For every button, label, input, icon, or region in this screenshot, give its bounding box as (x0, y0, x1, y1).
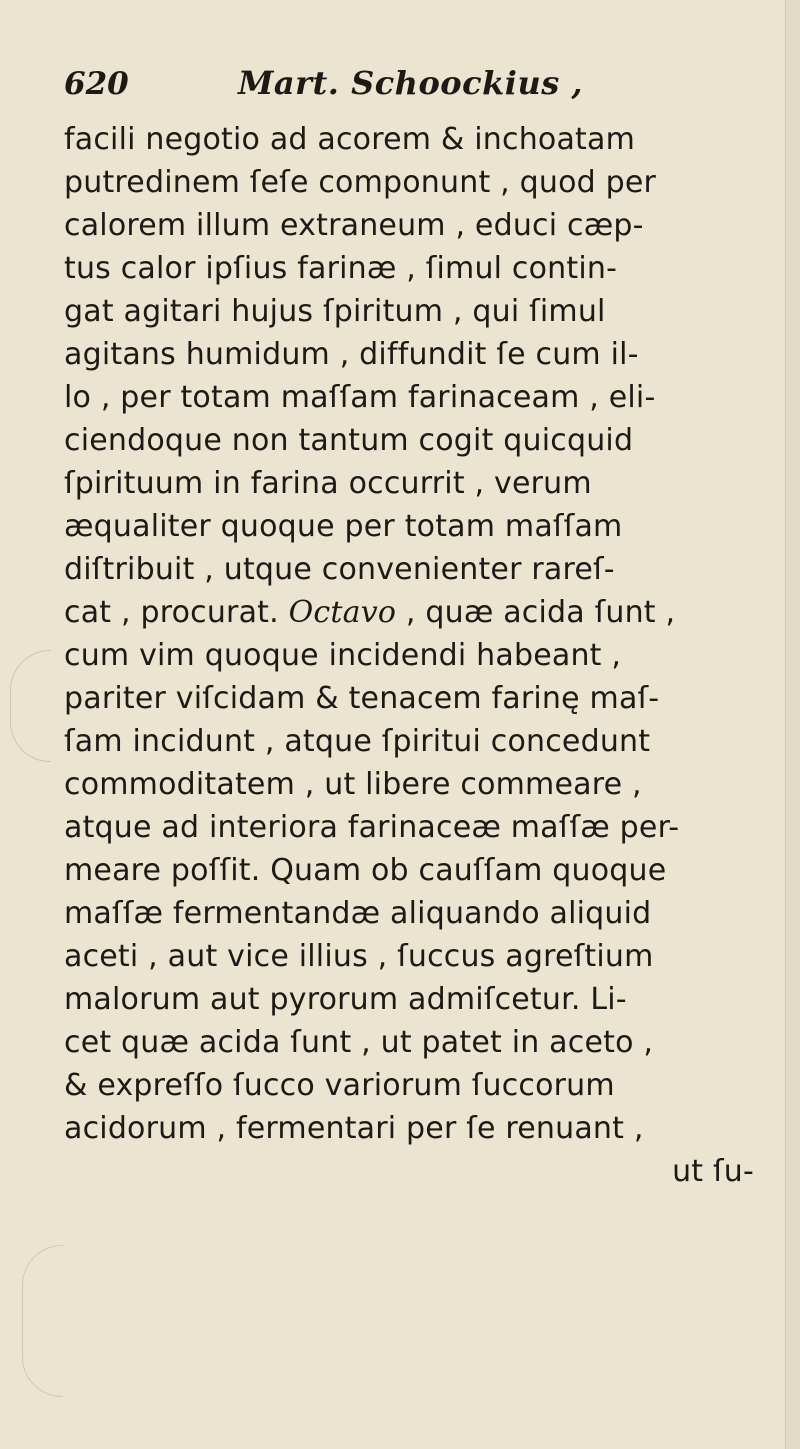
text-line: ſpirituum in farina occurrit , verum (64, 466, 592, 501)
text-line: cum vim quoque incidendi habeant , (64, 638, 622, 673)
page-number: 620 (64, 66, 129, 102)
text-line: lo , per totam maſſam farinaceam , eli- (64, 380, 656, 415)
body-text (64, 118, 784, 1193)
text-line: commoditatem , ut libere commeare , (64, 767, 642, 802)
running-head: Mart. Schoockius , (238, 64, 583, 102)
text-line: facili negotio ad acorem & inchoatam (64, 122, 636, 157)
page-gutter (785, 0, 800, 1449)
show-through-mark (22, 1245, 63, 1397)
text-line: aceti , aut vice illius , ſuccus agreſtium (64, 939, 654, 974)
text-line: gat agitari hujus ſpiritum , qui ſimul (64, 294, 606, 329)
text-line: cet quæ acida ſunt , ut patet in aceto , (64, 1025, 654, 1060)
italic-term: Octavo (288, 595, 397, 630)
text-line: ciendoque non tantum cogit quicquid (64, 423, 634, 458)
text-line: putredinem ſeſe componunt , quod per (64, 165, 657, 200)
text-line: & expreſſo ſucco variorum ſuccorum (64, 1068, 615, 1103)
text-segment: , quæ acida ſunt , (396, 595, 676, 630)
text-line: maſſæ fermentandæ aliquando aliquid (64, 896, 652, 931)
text-line: diſtribuit , utque convenienter rareſ- (64, 552, 615, 587)
text-line: meare poſſit. Quam ob cauſſam quoque (64, 853, 667, 888)
show-through-mark (10, 650, 51, 762)
text-line: atque ad interiora farinaceæ maſſæ per- (64, 810, 680, 845)
text-line: calorem illum extraneum , educi cæp- (64, 208, 644, 243)
text-line: æqualiter quoque per totam maſſam (64, 509, 623, 544)
text-line: tus calor ipſius farinæ , ſimul contin- (64, 251, 618, 286)
catchword: ut ſu- (672, 1154, 754, 1189)
text-line: malorum aut pyrorum admiſcetur. Li- (64, 982, 627, 1017)
page-header (64, 66, 704, 116)
text-line: pariter viſcidam & tenacem farinę maſ- (64, 681, 660, 716)
text-line (64, 591, 784, 634)
text-segment: cat , procurat. (64, 595, 289, 630)
text-line: agitans humidum , diffundit ſe cum il- (64, 337, 639, 372)
text-line: acidorum , fermentari per ſe renuant , (64, 1111, 644, 1146)
text-line: ſam incidunt , atque ſpiritui concedunt (64, 724, 651, 759)
